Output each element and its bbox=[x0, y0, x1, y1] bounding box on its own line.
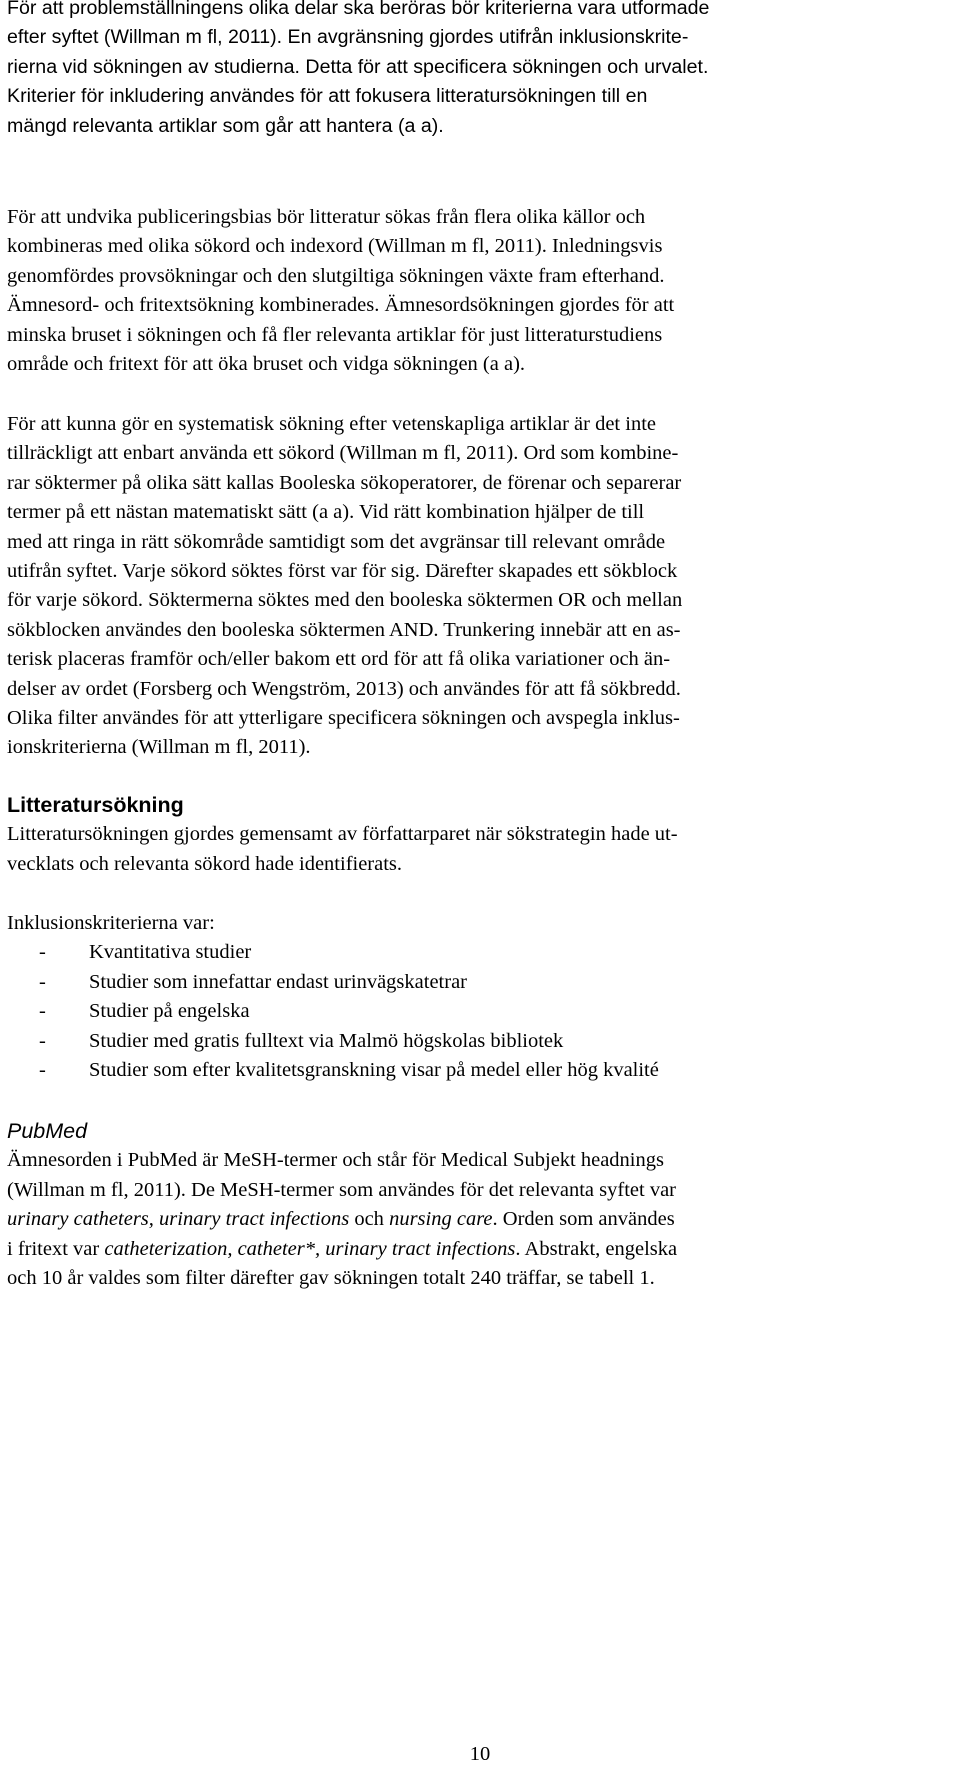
list-item-text: Studier som innefattar endast urinvägskatetrar bbox=[89, 970, 467, 993]
list-dash: - bbox=[39, 941, 46, 964]
text-line: För att problemställningens olika delar ska beröras bör kriterierna vara utformade bbox=[7, 0, 710, 19]
text-line: vecklats och relevanta sökord hade identifierats. bbox=[7, 852, 403, 875]
section-heading: Litteratursökning bbox=[7, 793, 184, 817]
text-line: Olika filter användes för att ytterligare specificera sökningen och avspegla inklus- bbox=[7, 707, 680, 730]
list-dash: - bbox=[39, 1059, 46, 1082]
text-line: och 10 år valdes som filter därefter gav sökningen totalt 240 träffar, se tabell 1. bbox=[7, 1267, 655, 1290]
text-line: område och fritext för att öka bruset och vidga sökningen (a a). bbox=[7, 353, 526, 376]
text-line: tillräckligt att enbart använda ett sökord (Willman m fl, 2011). Ord som kombine- bbox=[7, 442, 679, 465]
list-item-text: Studier på engelska bbox=[89, 1000, 250, 1023]
list-item-text: Studier med gratis fulltext via Malmö högskolas bibliotek bbox=[89, 1029, 564, 1052]
list-dash: - bbox=[39, 1000, 46, 1023]
list-item bbox=[7, 938, 947, 967]
text-fragment: . Orden som användes bbox=[492, 1208, 675, 1231]
text-line: Ämnesorden i PubMed är MeSH-termer och står för Medical Subjekt headnings bbox=[7, 1149, 664, 1172]
italic-term: nursing care bbox=[389, 1208, 493, 1231]
text-line: ionskriterierna (Willman m fl, 2011). bbox=[7, 736, 311, 759]
text-line: termer på ett nästan matematiskt sätt (a a). Vid rätt kombination hjälper de till bbox=[7, 501, 645, 524]
section-litteratursokning bbox=[7, 791, 947, 879]
page-number: 10 bbox=[469, 1743, 491, 1765]
text-line bbox=[7, 1235, 947, 1264]
section-pubmed bbox=[7, 1117, 947, 1293]
text-line: För att kunna gör en systematisk sökning efter vetenskapliga artiklar är det inte bbox=[7, 413, 656, 435]
paragraph-criteria bbox=[7, 0, 947, 141]
text-fragment: och bbox=[349, 1208, 390, 1231]
text-line bbox=[7, 1205, 947, 1234]
text-line: med att ringa in rätt sökområde samtidigt som det avgränsar till relevant område bbox=[7, 530, 666, 553]
paragraph-publication-bias bbox=[7, 203, 947, 379]
text-line: delser av ordet (Forsberg och Wengström, 2013) och användes för att få sökbredd. bbox=[7, 677, 681, 700]
list-item-text: Kvantitativa studier bbox=[89, 941, 252, 964]
list-item bbox=[7, 1027, 947, 1056]
text-line: Litteratursökningen gjordes gemensamt av författarparet när sökstrategin hade ut- bbox=[7, 823, 678, 846]
italic-term: urinary catheters, urinary tract infections bbox=[7, 1208, 350, 1231]
list-item bbox=[7, 997, 947, 1026]
list-dash: - bbox=[39, 970, 46, 993]
text-line: genomfördes provsökningar och den slutgiltiga sökningen växte fram efterhand. bbox=[7, 264, 665, 287]
text-line: (Willman m fl, 2011). De MeSH-termer som användes för det relevanta syftet var bbox=[7, 1178, 677, 1201]
text-fragment: i fritext var bbox=[7, 1237, 105, 1260]
list-item-text: Studier som efter kvalitetsgranskning visar på medel eller hög kvalité bbox=[89, 1059, 659, 1082]
text-line: rar söktermer på olika sätt kallas Booleska sökoperatorer, de förenar och separerar bbox=[7, 471, 682, 494]
text-line: efter syftet (Willman m fl, 2011). En avgränsning gjordes utifrån inklusionskrite- bbox=[7, 26, 689, 49]
list-item bbox=[7, 1056, 947, 1085]
text-line: rierna vid sökningen av studierna. Detta för att specificera sökningen och urvalet. bbox=[7, 55, 709, 78]
text-line: För att undvika publiceringsbias bör litteratur sökas från flera olika källor och bbox=[7, 206, 646, 228]
text-line: utifrån syftet. Varje sökord söktes först var för sig. Därefter skapades ett sökblock bbox=[7, 560, 678, 583]
text-line: minska bruset i sökningen och få fler relevanta artiklar för just litteraturstudiens bbox=[7, 323, 663, 346]
text-line: Ämnesord- och fritextsökning kombinerades. Ämnesordsökningen gjordes för att bbox=[7, 294, 675, 317]
text-fragment: . Abstrakt, engelska bbox=[515, 1237, 678, 1260]
list-item bbox=[7, 968, 947, 997]
text-line: Kriterier för inkludering användes för att fokusera litteratursökningen till en bbox=[7, 85, 648, 108]
text-line: för varje sökord. Söktermerna söktes med den booleska söktermen OR och mellan bbox=[7, 589, 683, 612]
list-intro: Inklusionskriterierna var: bbox=[7, 912, 215, 934]
inclusion-criteria bbox=[7, 909, 947, 1085]
italic-term: catheterization, catheter*, urinary tract infections bbox=[104, 1237, 516, 1260]
text-line: sökblocken användes den booleska söktermen AND. Trunkering innebär att en as- bbox=[7, 618, 681, 641]
text-line: mängd relevanta artiklar som går att hantera (a a). bbox=[7, 114, 444, 137]
paragraph-boolean-search bbox=[7, 410, 947, 763]
text-line: terisk placeras framför och/eller bakom ett ord för att få olika variationer och än- bbox=[7, 648, 671, 671]
text-line: kombineras med olika sökord och indexord (Willman m fl, 2011). Inledningsvis bbox=[7, 235, 663, 258]
section-heading: PubMed bbox=[7, 1119, 88, 1143]
list-dash: - bbox=[39, 1029, 46, 1052]
